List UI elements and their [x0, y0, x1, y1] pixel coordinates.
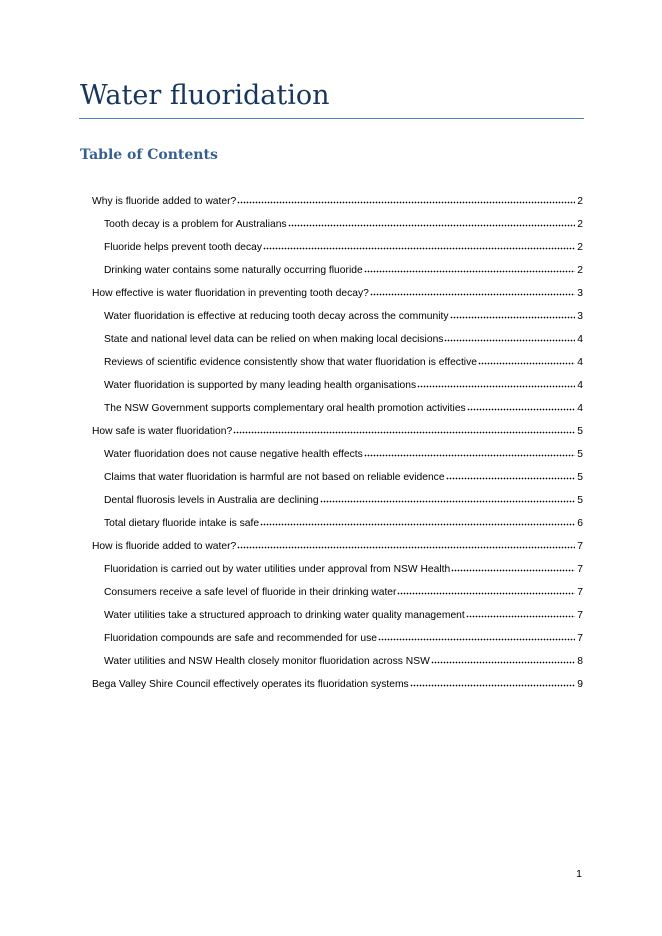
toc-entry-page-number: 4 — [577, 403, 583, 414]
toc-entry-text: State and national level data can be relied on when making local decisions — [104, 334, 444, 345]
toc-entry-page-number: 5 — [577, 472, 583, 483]
toc-entry-page-number: 5 — [577, 495, 583, 506]
toc-entry-page-number: 5 — [577, 426, 583, 437]
toc-entry-page-number: 2 — [577, 242, 583, 253]
toc-entry-page-number: 5 — [577, 449, 583, 460]
toc-entry-text: Drinking water contains some naturally occurring fluoride — [104, 265, 363, 276]
toc-entry[interactable] — [0, 538, 662, 561]
toc-entry-page-number: 3 — [577, 288, 583, 299]
toc-entry-page-number: 9 — [577, 679, 583, 690]
toc-dot-leader — [288, 219, 576, 227]
toc-entry-text: The NSW Government supports complementary oral health promotion activities — [104, 403, 466, 414]
toc-entry-text: How safe is water fluoridation? — [92, 426, 233, 437]
toc-entry-text: Water utilities and NSW Health closely monitor fluoridation across NSW — [104, 656, 430, 667]
toc-entry[interactable] — [0, 676, 662, 699]
toc-dot-leader — [320, 495, 576, 503]
toc-entry-text: Water fluoridation does not cause negative health effects — [104, 449, 363, 460]
toc-dot-leader — [364, 265, 576, 273]
toc-entry[interactable] — [0, 446, 662, 469]
toc-entry-page-number: 7 — [577, 564, 583, 575]
toc-dot-leader — [378, 633, 575, 641]
toc-entry[interactable] — [0, 193, 662, 216]
toc-entry-text: Fluoridation compounds are safe and recommended for use — [104, 633, 378, 644]
toc-entry-text: Why is fluoride added to water? — [92, 196, 237, 207]
toc-dot-leader — [237, 196, 575, 204]
document-title: Water fluoridation — [80, 80, 330, 111]
toc-dot-leader — [410, 679, 576, 687]
toc-dot-leader — [444, 334, 575, 342]
toc-entry[interactable] — [0, 354, 662, 377]
toc-entry[interactable] — [0, 515, 662, 538]
toc-entry-page-number: 2 — [577, 265, 583, 276]
toc-entry-page-number: 4 — [577, 357, 583, 368]
toc-dot-leader — [237, 541, 575, 549]
toc-dot-leader — [467, 403, 576, 411]
toc-entry[interactable] — [0, 262, 662, 285]
toc-entry-text: Dental fluorosis levels in Australia are declining — [104, 495, 319, 506]
toc-entry[interactable] — [0, 377, 662, 400]
toc-entry-page-number: 7 — [577, 541, 583, 552]
toc-entry-page-number: 2 — [577, 196, 583, 207]
toc-entry[interactable] — [0, 584, 662, 607]
toc-entry[interactable] — [0, 607, 662, 630]
toc-entry[interactable] — [0, 630, 662, 653]
toc-entry[interactable] — [0, 492, 662, 515]
toc-dot-leader — [431, 656, 575, 664]
toc-entry[interactable] — [0, 469, 662, 492]
toc-entry[interactable] — [0, 561, 662, 584]
toc-entry-text: Fluoridation is carried out by water utilities under approval from NSW Health — [104, 564, 451, 575]
toc-entry-page-number: 4 — [577, 334, 583, 345]
toc-heading: Table of Contents — [80, 147, 218, 163]
toc-entry[interactable] — [0, 653, 662, 676]
toc-dot-leader — [260, 518, 575, 526]
toc-entry-page-number: 7 — [577, 633, 583, 644]
toc-entry-text: Water fluoridation is effective at reducing tooth decay across the community — [104, 311, 449, 322]
toc-entry-text: Claims that water fluoridation is harmful are not based on reliable evidence — [104, 472, 445, 483]
toc-entry-page-number: 4 — [577, 380, 583, 391]
toc-dot-leader — [466, 610, 576, 618]
toc-entry[interactable] — [0, 216, 662, 239]
title-underline — [79, 118, 584, 119]
toc-dot-leader — [451, 564, 575, 572]
toc-entry[interactable] — [0, 331, 662, 354]
toc-entry[interactable] — [0, 239, 662, 262]
toc-dot-leader — [450, 311, 576, 319]
toc-entry[interactable] — [0, 423, 662, 446]
toc-entry-text: Fluoride helps prevent tooth decay — [104, 242, 262, 253]
toc-dot-leader — [446, 472, 576, 480]
toc-dot-leader — [397, 587, 575, 595]
toc-dot-leader — [417, 380, 575, 388]
toc-entry-text: How effective is water fluoridation in preventing tooth decay? — [92, 288, 369, 299]
toc-entry-text: Reviews of scientific evidence consistently show that water fluoridation is effective — [104, 357, 477, 368]
toc-entry[interactable] — [0, 308, 662, 331]
table-of-contents — [0, 193, 662, 699]
toc-entry-text: Total dietary fluoride intake is safe — [104, 518, 260, 529]
toc-entry[interactable] — [0, 400, 662, 423]
toc-entry-page-number: 3 — [577, 311, 583, 322]
toc-entry-page-number: 6 — [577, 518, 583, 529]
toc-entry-text: Consumers receive a safe level of fluoride in their drinking water — [104, 587, 397, 598]
page-number: 1 — [576, 868, 582, 880]
toc-entry-page-number: 7 — [577, 610, 583, 621]
toc-dot-leader — [478, 357, 575, 365]
toc-dot-leader — [263, 242, 575, 250]
toc-entry-text: Water fluoridation is supported by many leading health organisations — [104, 380, 417, 391]
toc-dot-leader — [370, 288, 575, 296]
toc-entry-page-number: 2 — [577, 219, 583, 230]
toc-entry-text: Bega Valley Shire Council effectively operates its fluoridation systems — [92, 679, 409, 690]
toc-entry-text: Water utilities take a structured approach to drinking water quality management — [104, 610, 465, 621]
toc-dot-leader — [364, 449, 576, 457]
toc-entry[interactable] — [0, 285, 662, 308]
toc-dot-leader — [233, 426, 575, 434]
toc-entry-page-number: 8 — [577, 656, 583, 667]
toc-entry-page-number: 7 — [577, 587, 583, 598]
toc-entry-text: Tooth decay is a problem for Australians — [104, 219, 287, 230]
toc-entry-text: How is fluoride added to water? — [92, 541, 237, 552]
